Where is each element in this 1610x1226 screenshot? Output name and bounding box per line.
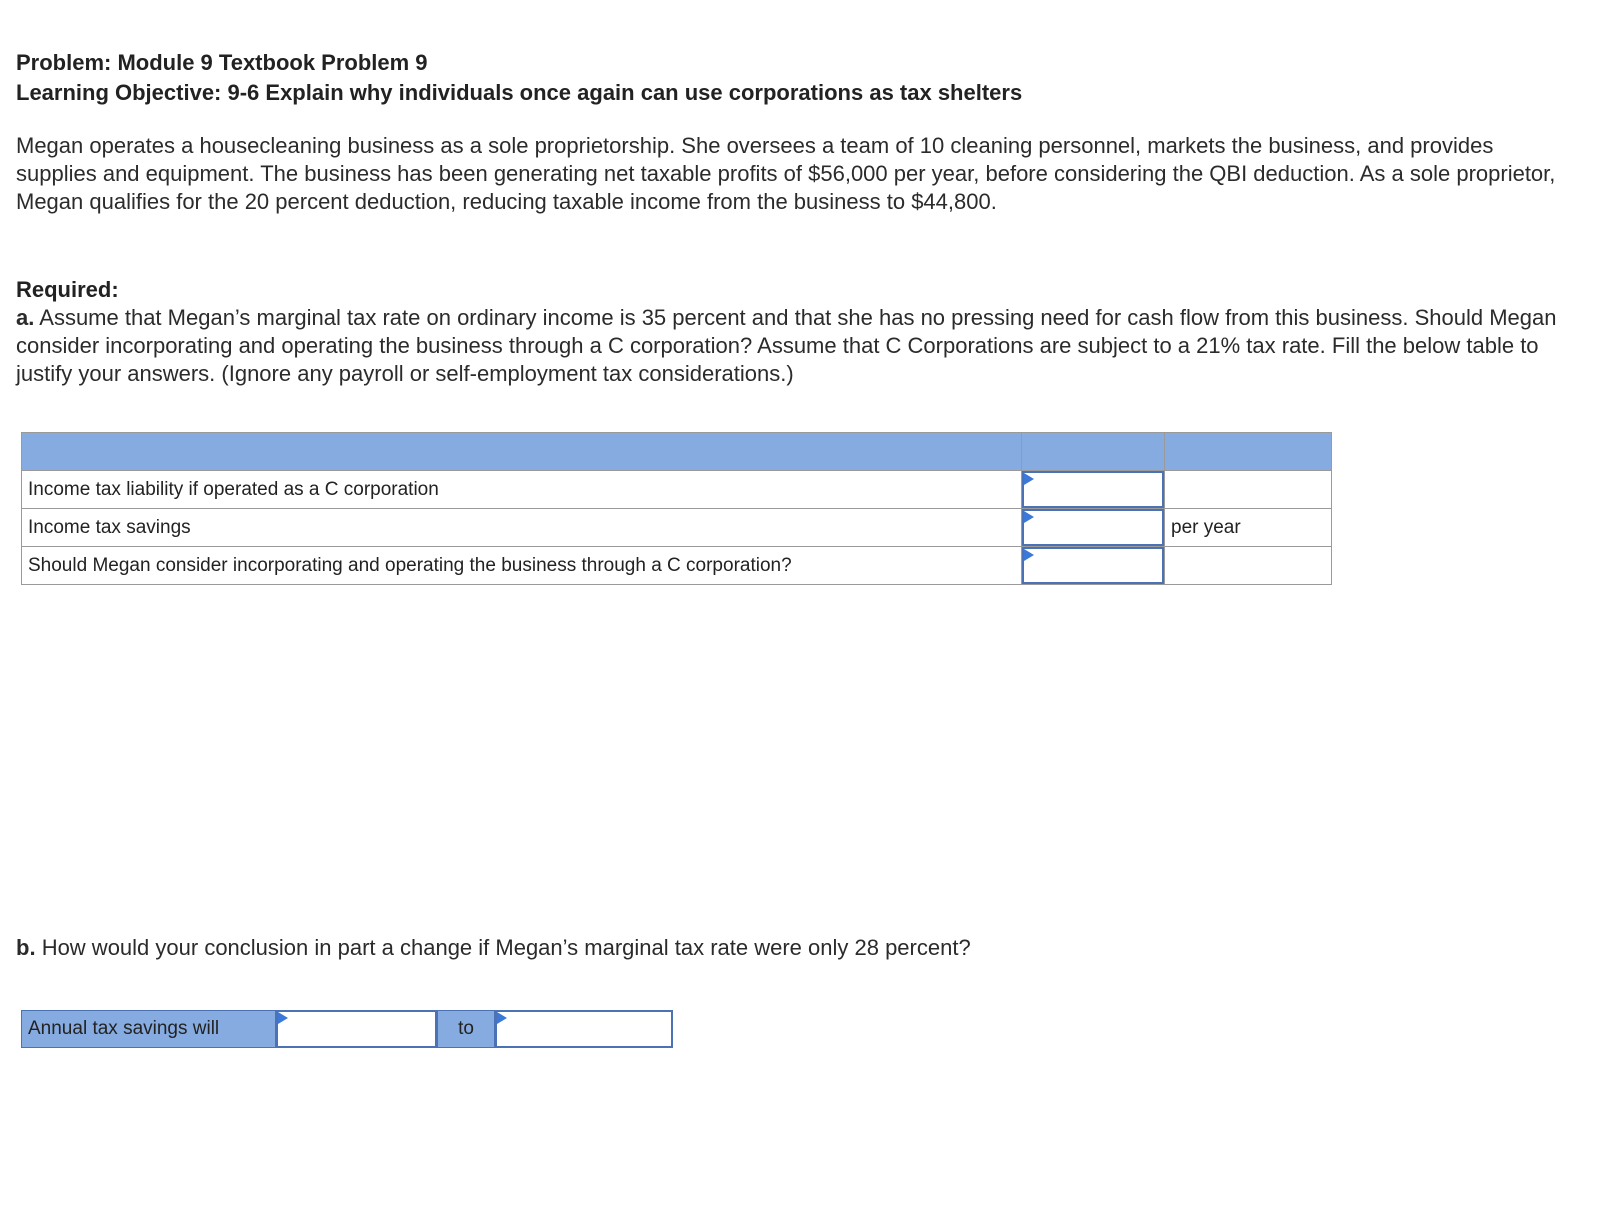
should-incorporate-dropdown[interactable]: [1022, 547, 1164, 584]
required-heading: Required:: [16, 277, 119, 302]
row-unit: [1165, 547, 1332, 585]
row-label-should-incorporate: Should Megan consider incorporating and operating the business through a C corporation?: [22, 547, 1022, 585]
input-cell: [1022, 471, 1165, 509]
row-label-c-corp-tax-liability: Income tax liability if operated as a C corporation: [22, 471, 1022, 509]
problem-title: Problem: Module 9 Textbook Problem 9: [16, 50, 428, 75]
row-label-income-tax-savings: Income tax savings: [22, 509, 1022, 547]
table-row: [22, 471, 1332, 509]
input-marker-icon: [497, 1012, 507, 1024]
row-unit-per-year: per year: [1165, 509, 1332, 547]
input-cell: [1022, 509, 1165, 547]
table-row: [22, 509, 1332, 547]
table-header-cell: [22, 433, 1022, 471]
row-unit: [1165, 471, 1332, 509]
problem-intro: Megan operates a housecleaning business as a sole proprietorship. She oversees a team of 10 cleaning personnel, markets the business, and provides supplies and equipment. The business has been generating net taxable profits of $56,000 per year, before considering the QBI deduction. As a sole proprietor, Megan qualifies for the 20 percent deduction, reducing taxable income from the business to $44,800.: [16, 133, 1556, 214]
question-a-text: Assume that Megan’s marginal tax rate on ordinary income is 35 percent and that she has no pressing need for cash flow from this business. Should Megan consider incorporating and operating the business through a C corporation? Assume that C Corporations are subject to a 21% tax rate. Fill the below table to justify your answers. (Ignore any payroll or self-employment tax considerations.): [16, 305, 1557, 386]
table-header-cell: [1022, 433, 1165, 471]
learning-objective: Learning Objective: 9-6 Explain why individuals once again can use corporations as tax shelters: [16, 80, 1023, 105]
annual-tax-savings-amount-input[interactable]: [495, 1010, 673, 1048]
question-b-letter: b.: [16, 935, 36, 960]
table-row: [22, 547, 1332, 585]
c-corp-tax-liability-input[interactable]: [1022, 471, 1164, 508]
part-b-answer-row: [21, 1010, 673, 1048]
input-marker-icon: [1024, 549, 1034, 561]
input-marker-icon: [278, 1012, 288, 1024]
table-header-cell: [1165, 433, 1332, 471]
question-a: [16, 304, 1576, 388]
to-label: to: [437, 1010, 495, 1048]
annual-tax-savings-label: Annual tax savings will: [21, 1010, 276, 1048]
input-cell: [1022, 547, 1165, 585]
question-a-letter: a.: [16, 305, 35, 330]
annual-tax-savings-direction-dropdown[interactable]: [276, 1010, 437, 1048]
income-tax-savings-input[interactable]: [1022, 509, 1164, 546]
question-b-text: How would your conclusion in part a change if Megan’s marginal tax rate were only 28 percent?: [41, 935, 971, 960]
input-marker-icon: [1024, 511, 1034, 523]
input-marker-icon: [1024, 473, 1034, 485]
answer-table-a: [21, 432, 1332, 585]
problem-header: [16, 48, 1576, 108]
table-header-row: [22, 433, 1332, 471]
question-b: [16, 934, 1576, 962]
